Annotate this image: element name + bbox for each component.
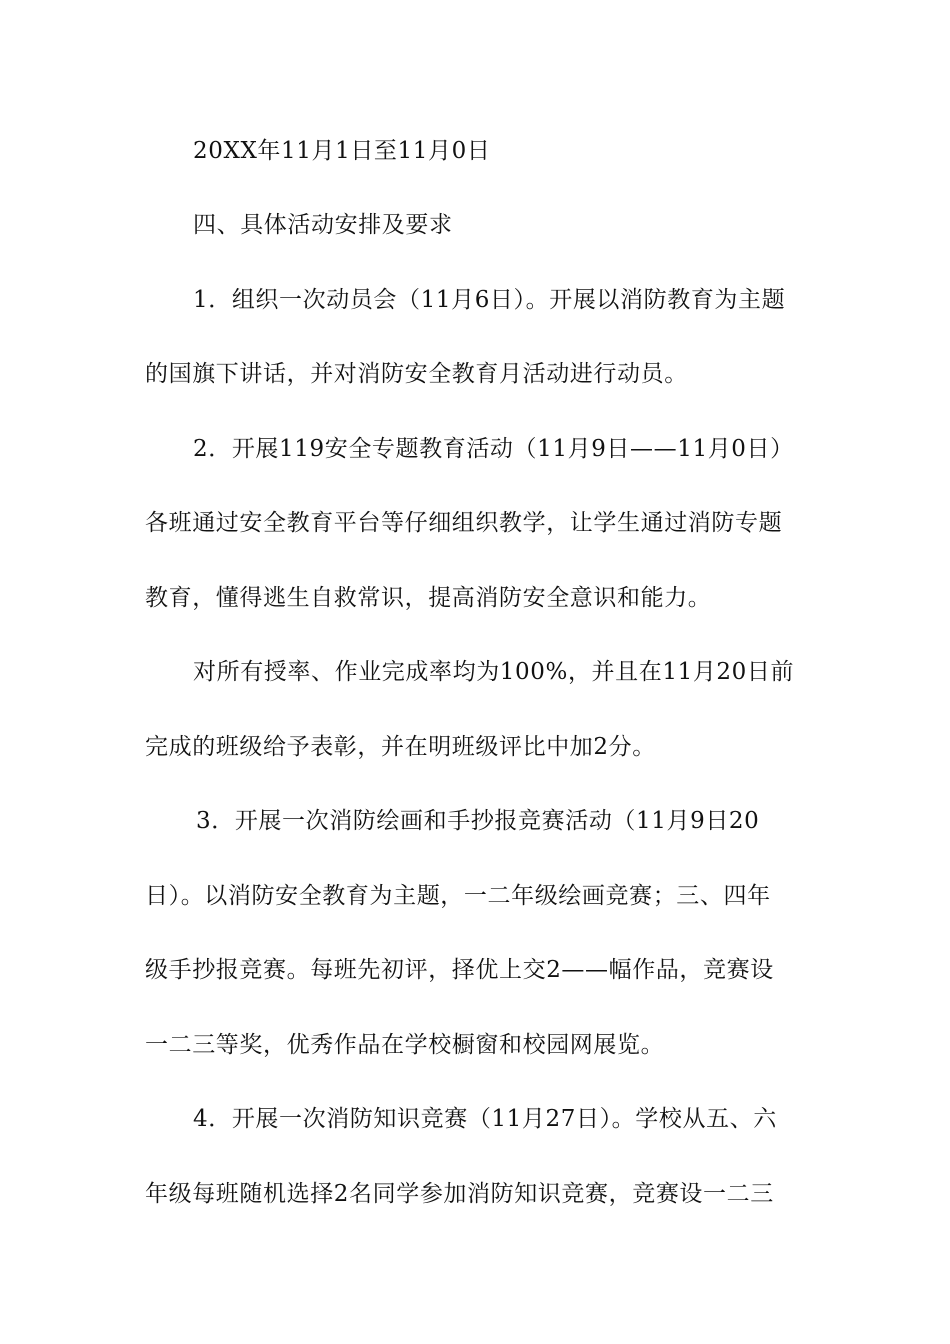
item-2-note-line-1: 对所有授率、作业完成率均为100%，并且在11月20日前 (193, 659, 795, 685)
section-heading: 四、具体活动安排及要求 (193, 212, 453, 238)
item-4-line-1: 4．开展一次消防知识竞赛（11月27日）。学校从五、六 (193, 1106, 777, 1132)
item-2-line-1: 2．开展119安全专题教育活动（11月9日——11月0日） (193, 436, 794, 462)
item-1-line-1: 1．组织一次动员会（11月6日）。开展以消防教育为主题 (193, 287, 786, 313)
item-3-line-1: 3．开展一次消防绘画和手抄报竞赛活动（11月9日20 (196, 808, 760, 834)
item-1-line-2: 的国旗下讲话，并对消防安全教育月活动进行动员。 (145, 361, 688, 387)
item-2-note-line-2: 完成的班级给予表彰，并在明班级评比中加2分。 (145, 734, 656, 760)
item-4-line-2: 年级每班随机选择2名同学参加消防知识竞赛，竞赛设一二三 (145, 1181, 774, 1207)
item-2-line-3: 教育，懂得逃生自救常识，提高消防安全意识和能力。 (145, 585, 712, 611)
date-range-line: 20XX年11月1日至11月0日 (193, 138, 491, 164)
item-3-line-4: 一二三等奖，优秀作品在学校橱窗和校园网展览。 (145, 1032, 665, 1058)
item-3-line-2: 日）。以消防安全教育为主题，一二年级绘画竞赛；三、四年 (145, 883, 771, 909)
item-2-line-2: 各班通过安全教育平台等仔细组织教学，让学生通过消防专题 (145, 510, 783, 536)
item-3-line-3: 级手抄报竞赛。每班先初评，择优上交2——幅作品，竞赛设 (145, 957, 774, 983)
